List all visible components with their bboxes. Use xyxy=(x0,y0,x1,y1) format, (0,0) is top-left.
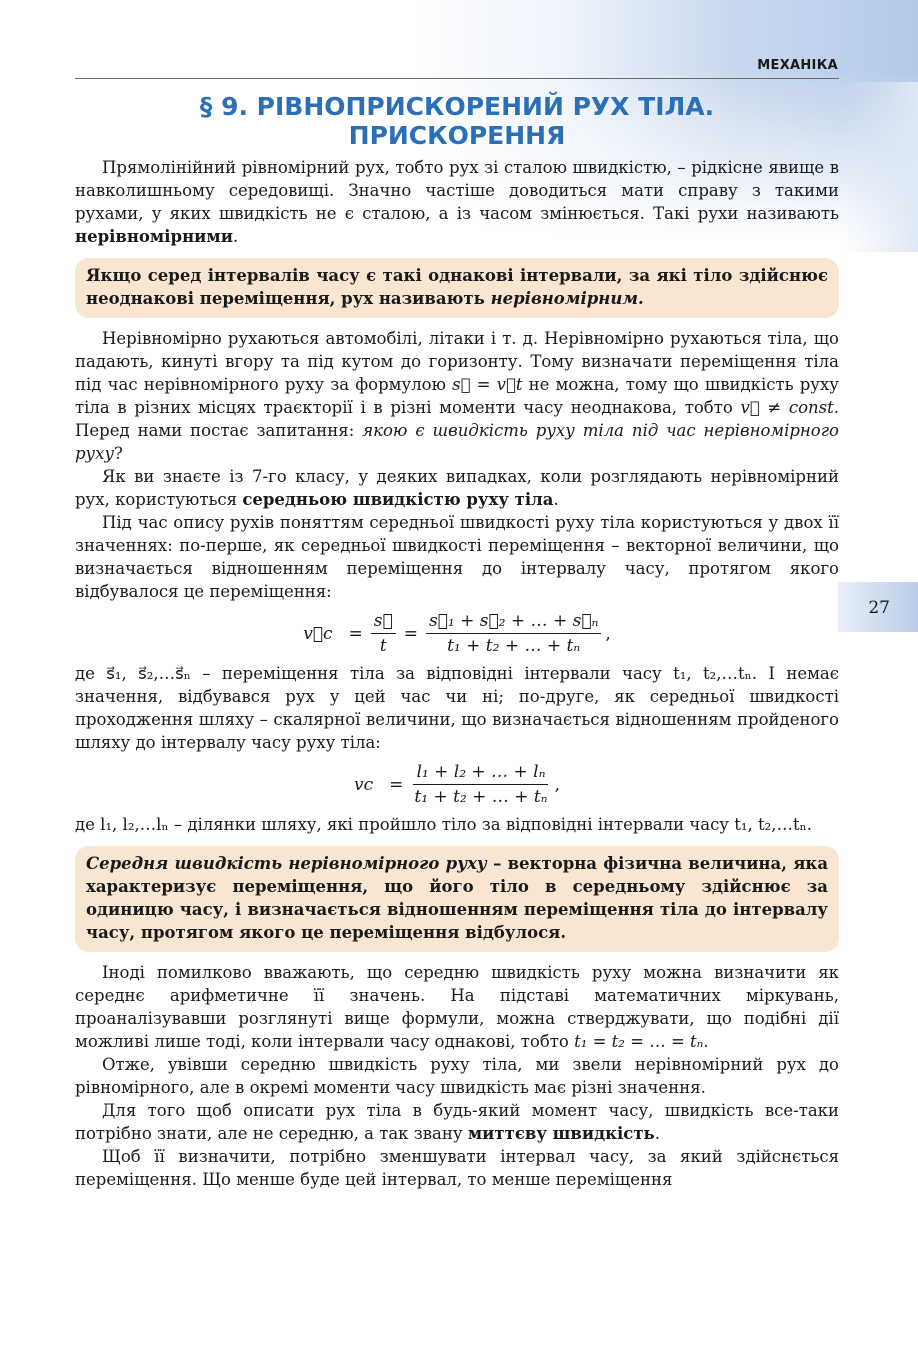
inline-formula-equal-intervals: t₁ = t₂ = … = tₙ xyxy=(574,1032,704,1051)
formula-average-velocity: v⃗с = $\frac{s⃗}{t}$ = $\frac{\text{s⃗₁ + s⃗₂ + … + s⃗ₙ}}{\text{t₁ + t₂ + … + tₙ}}$ , xyxy=(303,611,611,656)
inline-formula-displacement: s⃗ = v⃗t xyxy=(452,375,523,394)
formula-lhs: vс xyxy=(354,774,374,795)
section-title xyxy=(75,92,839,150)
fraction-sum-paths: $\frac{\text{l₁ + l₂ + … + lₙ}}{\text{t₁ + t₂ + … + tₙ}}$ xyxy=(414,762,548,807)
term-average-speed: середньою швидкістю руху тіла xyxy=(242,490,554,509)
fraction-s-over-t: $\frac{s⃗}{t}$ xyxy=(371,611,396,656)
formula-lhs: v⃗с xyxy=(303,623,333,644)
inline-formula-velocity: v⃗ ≠ const. xyxy=(740,398,839,417)
term-nonuniform: нерівномірними xyxy=(75,227,233,246)
paragraph-conclusion: Отже, увівши середню швидкість руху тіла, ми звели нерівномірний рух до рівномірного, але в окремі моменти часу швидкість має різні значення. xyxy=(75,1055,839,1097)
paragraph-average-speed: Як ви знаєте із 7-го класу, у деяких випадках, коли розглядають нерівномірний рух, користуються середньою швидкістю руху тіла. xyxy=(75,467,839,509)
paragraph-where-paths: де l₁, l₂,…lₙ – ділянки шляху, які пройшло тіло за відповідні інтервали часу t₁, t₂,…tₙ. xyxy=(75,815,812,834)
definition-box-average-speed: Середня швидкість нерівномірного руху – векторна фізична величина, яка характеризує переміщення, що його тіло в середньому здійснює за одиницю часу, і визначається відношенням переміщення тіла до інтервалу часу, протягом якого це переміщення відбулося. xyxy=(75,846,839,952)
margin-decoration xyxy=(842,82,918,252)
paragraph-instant-speed: Для того щоб описати рух тіла в будь-який момент часу, швидкість все-таки потрібно знати, але не середню, а так звану миттєву швидкість. xyxy=(75,1101,839,1143)
running-header: МЕХАНІКА xyxy=(757,58,838,73)
section-title-line-2: ПРИСКОРЕННЯ xyxy=(348,121,566,150)
header-rule xyxy=(75,78,839,79)
term-italic: Середня швидкість нерівномірного руху xyxy=(86,854,487,873)
paragraph-intro: Прямолінійний рівномірний рух, тобто рух зі сталою швидкістю, – рідкісне явище в навколишньому середовищі. Значно частіше доводиться мати справу з такими рухами, у яких швидкість не є сталою, а із часом змінюється. Такі рухи називають нерівномірними. xyxy=(75,158,839,246)
formula-average-path-speed: vс = $\frac{\text{l₁ + l₂ + … + lₙ}}{\text{t₁ + t₂ + … + tₙ}}$ , xyxy=(354,762,560,807)
term-italic: нерівномірним. xyxy=(490,289,644,308)
question-italic: якою є швидкість руху тіла під час нерівномірного руху xyxy=(75,421,839,463)
paragraph-examples: Нерівномірно рухаються автомобілі, літаки і т. д. Нерівномірно рухаються тіла, що падають, кинуті вгору та під кутом до горизонту. Тому визначати переміщення тіла під час нерівномірного руху за формулою s⃗ = v⃗t не можна, тому що швидкість руху тіла в різних місцях траєкторії і в різні моменти часу неоднакова, тобто v⃗ ≠ const. Перед нами постає запитання: якою є швидкість руху тіла під час нерівномірного руху? xyxy=(75,329,840,463)
section-title-line-1: § 9. РІВНОПРИСКОРЕНИЙ РУХ ТІЛА. xyxy=(199,92,715,121)
term-instant-speed: миттєву швидкість xyxy=(467,1124,655,1143)
page-number: 27 xyxy=(868,598,890,618)
definition-box-nonuniform-motion: Якщо серед інтервалів часу є такі однакові інтервали, за які тіло здійснює неоднакові переміщення, рух називають нерівномірним. xyxy=(75,258,839,318)
page-content xyxy=(75,92,839,1191)
paragraph-two-meanings: Під час опису рухів поняттям середньої швидкості руху тіла користуються у двох її значеннях: по-перше, як середньої швидкості переміщення – векторної величини, що визначається відношенням переміщення до інтервалу часу, протягом якого відбувалося це переміщення: xyxy=(75,513,839,601)
fraction-sum-displacements: $\frac{\text{s⃗₁ + s⃗₂ + … + s⃗ₙ}}{\text{t₁ + t₂ + … + tₙ}}$ xyxy=(426,611,601,656)
paragraph-where-displacements: де s⃗₁, s⃗₂,…s⃗ₙ – переміщення тіла за відповідні інтервали часу t₁, t₂,…tₙ. І немає значення, відбувався рух у цей час чи ні; по-друге, як середньої швидкості проходження шляху – скалярної величини, що визначається відношенням пройденого шляху до інтервалу часу руху тіла: xyxy=(75,664,839,752)
paragraph-misconception: Іноді помилково вважають, що середню швидкість руху можна визначити як середнє арифметичне її значень. На підставі математичних міркувань, проаналізувавши розглянуті вище формули, можна стверджувати, що подібні дії можливі лише тоді, коли інтервали часу однакові, тобто t₁ = t₂ = … = tₙ. xyxy=(75,963,839,1051)
paragraph-define-instant: Щоб її визначити, потрібно зменшувати інтервал часу, за який здійснється переміщення. Що менше буде цей інтервал, то менше переміщення xyxy=(75,1147,839,1189)
